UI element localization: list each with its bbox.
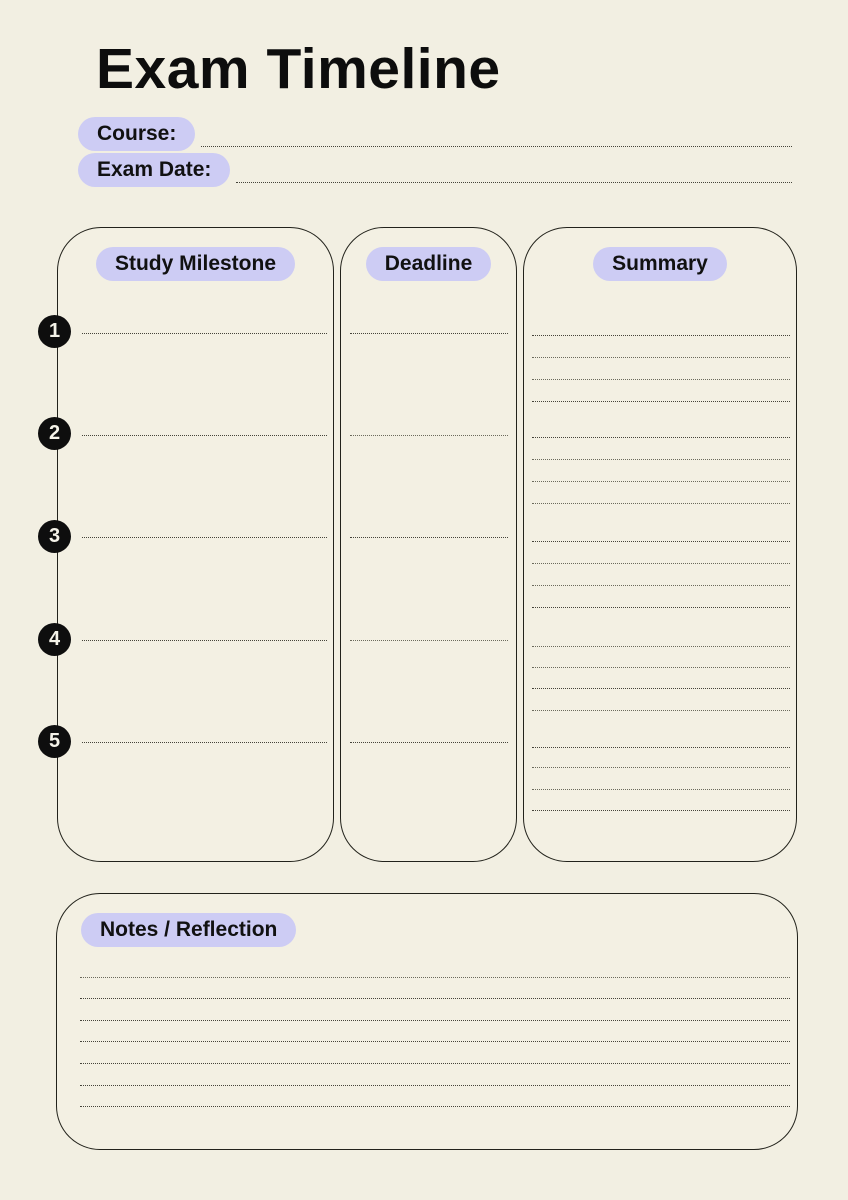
study-milestone-header-pill: Study Milestone — [96, 247, 295, 281]
summary-line[interactable] — [532, 459, 790, 460]
deadline-line-3[interactable] — [350, 537, 508, 538]
notes-line-5[interactable] — [80, 1063, 790, 1064]
summary-line[interactable] — [532, 335, 790, 336]
deadline-header — [341, 247, 516, 281]
summary-line[interactable] — [532, 688, 790, 689]
summary-line[interactable] — [532, 481, 790, 482]
summary-header — [524, 247, 796, 281]
notes-reflection-box — [56, 893, 798, 1150]
notes-line-6[interactable] — [80, 1085, 790, 1086]
summary-line[interactable] — [532, 503, 790, 504]
notes-line-3[interactable] — [80, 1020, 790, 1021]
study-milestone-header — [58, 247, 333, 281]
page-title: Exam Timeline — [96, 37, 501, 101]
milestone-line-1[interactable] — [82, 333, 327, 334]
summary-line[interactable] — [532, 563, 790, 564]
course-label: Course: — [78, 117, 195, 151]
deadline-line-4[interactable] — [350, 640, 508, 641]
summary-line[interactable] — [532, 789, 790, 790]
notes-header — [81, 913, 797, 947]
exam-date-field-row — [78, 153, 792, 187]
summary-line[interactable] — [532, 401, 790, 402]
summary-line[interactable] — [532, 541, 790, 542]
course-field-row — [78, 117, 792, 151]
step-number-badge: 5 — [38, 725, 71, 758]
summary-line[interactable] — [532, 357, 790, 358]
summary-line[interactable] — [532, 607, 790, 608]
milestone-line-4[interactable] — [82, 640, 327, 641]
summary-line[interactable] — [532, 646, 790, 647]
summary-header-pill: Summary — [593, 247, 727, 281]
notes-line-1[interactable] — [80, 977, 790, 978]
summary-line[interactable] — [532, 767, 790, 768]
summary-line[interactable] — [532, 747, 790, 748]
exam-date-label: Exam Date: — [78, 153, 230, 187]
notes-header-pill: Notes / Reflection — [81, 913, 296, 947]
summary-line[interactable] — [532, 379, 790, 380]
step-number-badge: 1 — [38, 315, 71, 348]
step-number-badge: 4 — [38, 623, 71, 656]
summary-line[interactable] — [532, 437, 790, 438]
summary-line[interactable] — [532, 710, 790, 711]
course-input-line[interactable] — [201, 146, 792, 147]
summary-line[interactable] — [532, 585, 790, 586]
deadline-column — [340, 227, 517, 862]
exam-date-input-line[interactable] — [236, 182, 792, 183]
summary-line[interactable] — [532, 810, 790, 811]
deadline-line-1[interactable] — [350, 333, 508, 334]
deadline-line-5[interactable] — [350, 742, 508, 743]
milestone-line-3[interactable] — [82, 537, 327, 538]
notes-line-2[interactable] — [80, 998, 790, 999]
deadline-header-pill: Deadline — [366, 247, 492, 281]
milestone-line-5[interactable] — [82, 742, 327, 743]
notes-line-7[interactable] — [80, 1106, 790, 1107]
deadline-line-2[interactable] — [350, 435, 508, 436]
study-milestone-column — [57, 227, 334, 862]
milestone-line-2[interactable] — [82, 435, 327, 436]
notes-line-4[interactable] — [80, 1041, 790, 1042]
step-number-badge: 2 — [38, 417, 71, 450]
summary-line[interactable] — [532, 667, 790, 668]
step-number-badge: 3 — [38, 520, 71, 553]
